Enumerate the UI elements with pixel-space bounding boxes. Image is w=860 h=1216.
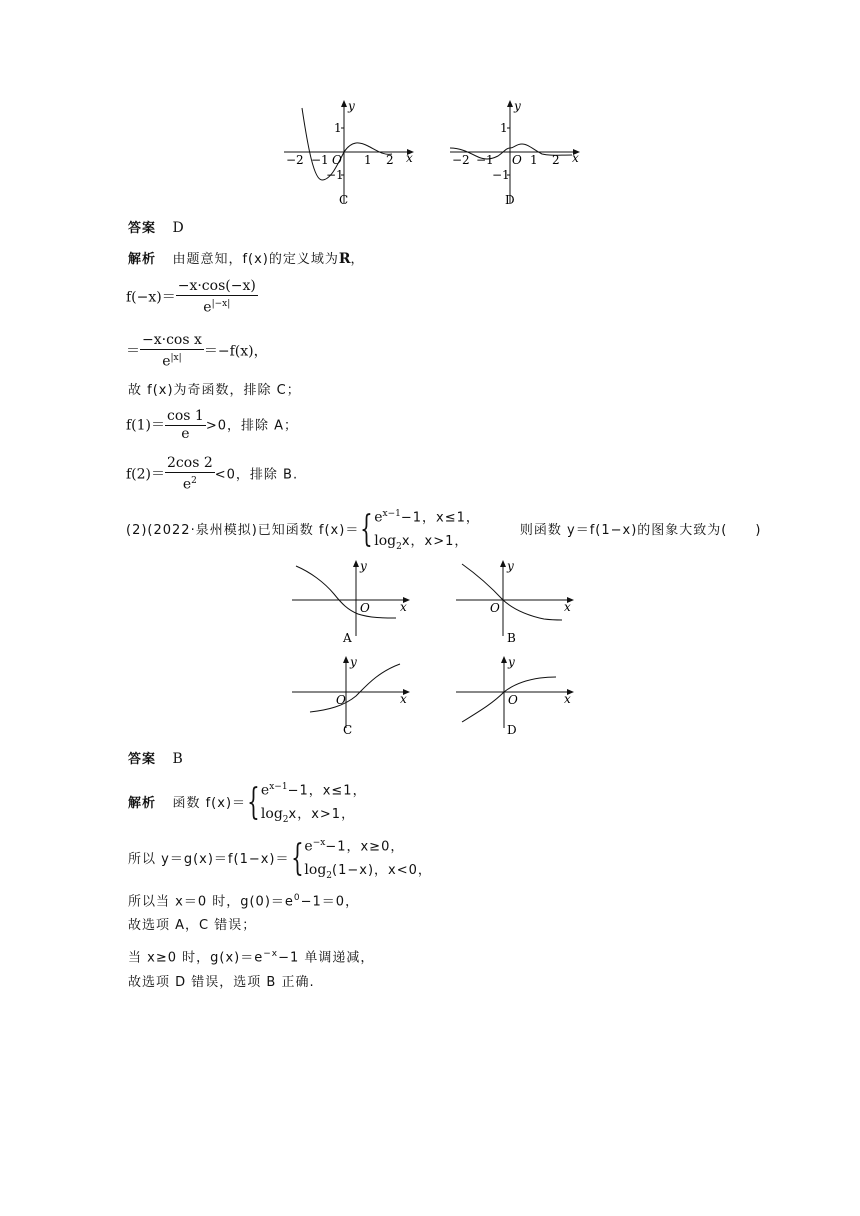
eq1-left: f(−x)＝ bbox=[126, 289, 176, 306]
a2-g0-exp: 0 bbox=[293, 893, 301, 903]
q2-case2-pre: log bbox=[374, 532, 397, 549]
answer-2-label: 答案 bbox=[128, 752, 157, 767]
graph-q2-c-o: O bbox=[336, 693, 346, 707]
graph-top-d-tick-o: O bbox=[512, 153, 522, 167]
answer-2-value: B bbox=[172, 751, 183, 767]
q2-case2-sub: 2 bbox=[396, 541, 402, 552]
analysis-1-intro-end: ， bbox=[350, 252, 365, 267]
graph-top-d-x: x bbox=[572, 151, 579, 165]
q2-case1-rest: −1，x≤1， bbox=[400, 510, 480, 526]
analysis-2-label: 解析 bbox=[128, 796, 157, 812]
a2-g-case2-rest: (1−x)，x<0， bbox=[332, 862, 432, 878]
graph-q2-d-label: D bbox=[507, 723, 517, 737]
eq1-fraction bbox=[176, 278, 258, 317]
analysis-1-intro-text: 由题意知，f(x)的定义域为 bbox=[172, 252, 339, 267]
graph-q2-d-x: x bbox=[564, 692, 571, 706]
analysis-1-f2 bbox=[126, 455, 298, 494]
graph-q2-b-x: x bbox=[564, 600, 571, 614]
f2-left: f(2)＝ bbox=[126, 466, 166, 483]
f2-fraction bbox=[165, 455, 215, 494]
graph-top-c-tick-o: O bbox=[332, 153, 342, 167]
analysis-1-eq1 bbox=[126, 278, 258, 317]
q2-case2-rest: x，x>1， bbox=[401, 533, 469, 549]
a2-g-left: 所以 y＝g(x)＝f(1−x)＝ bbox=[128, 852, 290, 868]
graph-q2-c-x: x bbox=[400, 692, 407, 706]
graph-q2-a-x: x bbox=[400, 600, 407, 614]
a2-f-case2-rest: x，x>1， bbox=[288, 806, 356, 822]
a2-g-case1-base: e bbox=[304, 838, 313, 855]
graph-q2-c bbox=[288, 652, 418, 744]
eq2-num: −x·cos x bbox=[142, 332, 202, 348]
graph-top-c-tick-y1: 1 bbox=[334, 121, 342, 135]
graph-top-c-tick-m2: −2 bbox=[286, 153, 304, 167]
analysis-1-domain: R bbox=[338, 251, 351, 267]
graph-q2-b-o: O bbox=[490, 601, 500, 615]
a2-g-brace: { bbox=[290, 838, 304, 880]
eq1-num: −x·cos(−x) bbox=[177, 278, 256, 294]
analysis-1-f1 bbox=[126, 408, 298, 443]
graph-q2-a-o: O bbox=[360, 601, 370, 615]
f2-den-base: e bbox=[182, 476, 192, 493]
analysis-1-odd: 故 f(x)为奇函数，排除 C； bbox=[128, 383, 301, 398]
question-2 bbox=[126, 503, 761, 557]
graph-q2-b bbox=[452, 556, 582, 648]
a2-g-case1-rest: −1，x≥0， bbox=[325, 839, 405, 855]
a2-dec-exp: −x bbox=[263, 949, 279, 959]
f2-den-exp: 2 bbox=[191, 476, 197, 486]
f2-right: <0，排除 B. bbox=[214, 467, 299, 483]
a2-g-case1-exp: −x bbox=[312, 838, 326, 848]
graph-q2-b-y: y bbox=[507, 559, 514, 573]
a2-g-case2-sub: 2 bbox=[326, 870, 333, 881]
analysis-1-label: 解析 bbox=[128, 252, 157, 267]
graph-top-d-tick-m2: −2 bbox=[452, 153, 470, 167]
graph-top-c-tick-ym1: −1 bbox=[326, 168, 344, 182]
graph-top-d-tick-2: 2 bbox=[552, 153, 560, 167]
analysis-2-final: 故选项 D 错误，选项 B 正确. bbox=[128, 975, 315, 990]
a2-g-cases bbox=[304, 832, 431, 886]
graph-q2-d bbox=[452, 652, 582, 744]
analysis-1-intro bbox=[128, 249, 365, 270]
graph-top-d-tick-ym1: −1 bbox=[492, 168, 510, 182]
answer-1 bbox=[128, 218, 184, 239]
a2-f-case2-sub: 2 bbox=[282, 814, 289, 825]
answer-1-label: 答案 bbox=[128, 221, 157, 236]
eq1-den-exp: |−x| bbox=[211, 299, 231, 309]
graph-top-d-tick-y1: 1 bbox=[500, 121, 508, 135]
graph-top-c-tick-m1: −1 bbox=[311, 153, 329, 167]
q2-cases bbox=[374, 503, 480, 557]
eq2-fraction bbox=[140, 332, 204, 371]
f1-left: f(1)＝ bbox=[126, 417, 166, 434]
graph-q2-d-o: O bbox=[508, 693, 518, 707]
a2-f-case2-pre: log bbox=[260, 805, 283, 822]
graph-top-c-y: y bbox=[348, 99, 355, 113]
graph-top-c-tick-1: 1 bbox=[364, 153, 372, 167]
eq1-den-base: e bbox=[203, 299, 212, 316]
eq2-left: ＝ bbox=[126, 343, 140, 360]
graph-q2-b-label: B bbox=[507, 631, 516, 645]
eq2-right: ＝−f(x)， bbox=[203, 343, 268, 360]
graph-q2-a-y: y bbox=[360, 559, 367, 573]
q2-prefix: (2)(2022·泉州模拟)已知函数 f(x)＝ bbox=[126, 523, 360, 539]
a2-f-left: 函数 f(x)＝ bbox=[172, 796, 247, 812]
a2-g-case2-pre: log bbox=[304, 861, 327, 878]
q2-suffix: 则函数 y＝f(1−x)的图象大致为( ) bbox=[519, 523, 762, 539]
analysis-2-g bbox=[128, 832, 432, 886]
analysis-2-dec bbox=[128, 944, 374, 968]
eq2-den-exp: |x| bbox=[170, 353, 182, 363]
graph-top-c bbox=[280, 98, 420, 210]
graph-top-d-tick-1: 1 bbox=[530, 153, 538, 167]
graph-top-d-label: D bbox=[505, 193, 515, 207]
analysis-1-eq2 bbox=[126, 332, 268, 371]
a2-f-case1-rest: −1，x≤1， bbox=[287, 783, 367, 799]
a2-g0-a: 所以当 x＝0 时，g(0)＝e bbox=[128, 894, 294, 910]
a2-dec-a: 当 x≥0 时，g(x)＝e bbox=[128, 950, 264, 966]
a2-dec-b: −1 单调递减， bbox=[278, 950, 375, 966]
analysis-2-f bbox=[128, 776, 367, 830]
answer-2 bbox=[128, 749, 183, 770]
graph-q2-a bbox=[288, 556, 418, 648]
eq2-den-base: e bbox=[162, 353, 171, 370]
graph-q2-c-y: y bbox=[350, 655, 357, 669]
graph-q2-d-y: y bbox=[508, 655, 515, 669]
q2-case1-exp: x−1 bbox=[382, 509, 401, 519]
a2-f-case1-exp: x−1 bbox=[269, 782, 288, 792]
answer-1-value: D bbox=[172, 220, 184, 236]
graph-top-c-label: C bbox=[339, 193, 349, 207]
q2-case1-base: e bbox=[374, 509, 383, 526]
a2-f-case1-base: e bbox=[260, 782, 270, 799]
f2-num: 2cos 2 bbox=[167, 455, 213, 471]
q2-brace: { bbox=[360, 509, 374, 551]
f1-fraction bbox=[165, 408, 206, 443]
a2-f-brace: { bbox=[247, 782, 260, 824]
graph-top-d bbox=[446, 98, 586, 210]
analysis-2-g0 bbox=[128, 888, 359, 912]
f1-right: >0，排除 A； bbox=[205, 418, 299, 434]
graph-top-c-tick-2: 2 bbox=[386, 153, 394, 167]
graph-q2-a-label: A bbox=[343, 631, 352, 645]
graph-top-d-y: y bbox=[514, 99, 521, 113]
f1-num: cos 1 bbox=[167, 408, 204, 424]
f1-den: e bbox=[181, 426, 190, 442]
analysis-2-ac: 故选项 A，C 错误； bbox=[128, 918, 257, 933]
graph-q2-c-label: C bbox=[343, 723, 353, 737]
a2-f-cases bbox=[261, 776, 367, 830]
a2-g0-b: −1＝0， bbox=[300, 894, 360, 910]
graph-top-d-tick-m1: −1 bbox=[476, 153, 494, 167]
graph-top-c-x: x bbox=[406, 151, 413, 165]
